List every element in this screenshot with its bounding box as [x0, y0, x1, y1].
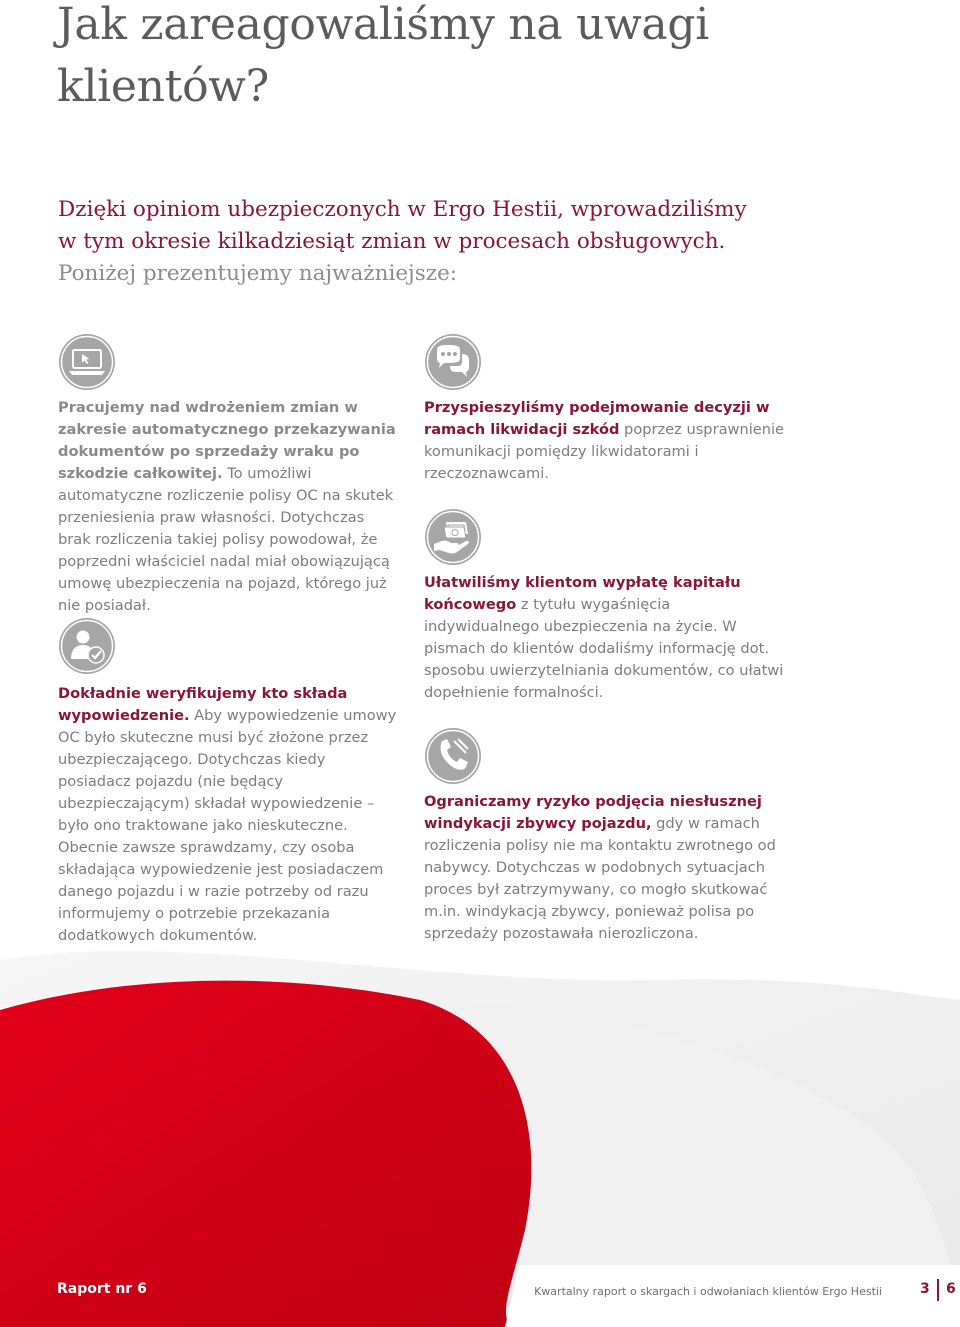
chat-bubbles-icon: [424, 333, 482, 391]
decisions-bold-text: Przyspieszyliśmy podejmowanie decyzji w ramach likwidacji szkód: [424, 399, 770, 438]
laptop-icon: [58, 333, 116, 391]
money-hand-icon: [424, 508, 482, 566]
collection-text: gdy w ramach rozliczenia polisy nie ma kontaktu zwrotnego od nabywcy. Dotychczas w podobnych sytuacjach proces był zatrzymywany, co mogło skutkować m.in. windykacją zbywcy, ponieważ polisa po sprzedaży pozostawała nierozliczona.: [424, 815, 776, 942]
verification-text: Aby wypowiedzenie umowy OC było skuteczne musi być złożone przez ubezpieczającego. Dotychczas kiedy posiadacz pojazdu (nie będący ubezpieczającym) składał wypowiedzenie – było ono traktowane jako nieskuteczne. Obecnie zawsze sprawdzamy, czy osoba składająca wypowiedzenie jest posiadaczem danego pojazdu i w razie potrzeby od razu informujemy o potrzebie przekazania dodatkowych dokumentów.: [58, 707, 397, 944]
footer-report-label: Raport nr 6: [57, 1281, 147, 1297]
red-wave-shape: [0, 981, 531, 1327]
payout-text: z tytułu wygaśnięcia indywidualnego ubezpieczenia na życie. W pismach do klientów dodaliśmy informację dot. sposobu uwierzytelniania dokumentów, co ułatwi dopełnienie formalności.: [424, 596, 784, 701]
intro-text: [58, 194, 918, 290]
page-separator: [937, 1279, 939, 1301]
phone-icon: [424, 727, 482, 785]
page-number: 3: [920, 1281, 930, 1297]
collection-bold-text: Ograniczamy ryzyko podjęcia niesłusznej windykacji zbywcy pojazdu,: [424, 793, 762, 832]
intro-line-3: Poniżej prezentujemy najważniejsze:: [58, 261, 458, 286]
documents-bold-text: Pracujemy nad wdrożeniem zmian w zakresie automatycznego przekazywania dokumentów po sprzedaży wraku po szkodzie całkowitej.: [58, 399, 396, 482]
page-title: Jak zareagowaliśmy na uwagi klientów?: [57, 0, 710, 112]
documents-paragraph: [58, 397, 398, 617]
payout-paragraph: [424, 572, 784, 704]
footer-subtitle: Kwartalny raport o skargach i odwołaniach klientów Ergo Hestii: [534, 1285, 882, 1298]
collection-paragraph: [424, 791, 784, 945]
documents-text: To umożliwi automatyczne rozliczenie polisy OC na skutek przeniesienia praw własności. Dotychczas brak rozliczenia takiej polisy powodował, że poprzedni właściciel nadal miał obowiązującą umowę ubezpieczenia na pojazd, którego już nie posiadał.: [58, 465, 394, 614]
decisions-text: poprzez usprawnienie komunikacji pomiędzy likwidatorami i rzeczoznawcami.: [424, 421, 785, 482]
intro-line-2: w tym okresie kilkadziesiąt zmian w procesach obsługowych.: [58, 229, 726, 254]
verification-bold-text: Dokładnie weryfikujemy kto składa wypowiedzenie.: [58, 685, 348, 724]
payout-bold-text: Ułatwiliśmy klientom wypłatę kapitału końcowego: [424, 574, 741, 613]
intro-line-1: Dzięki opiniom ubezpieczonych w Ergo Hestii, wprowadziliśmy: [58, 197, 747, 222]
verification-paragraph: [58, 683, 400, 947]
user-check-icon: [58, 617, 116, 675]
page-total: 6: [946, 1281, 956, 1297]
decisions-paragraph: [424, 397, 784, 485]
